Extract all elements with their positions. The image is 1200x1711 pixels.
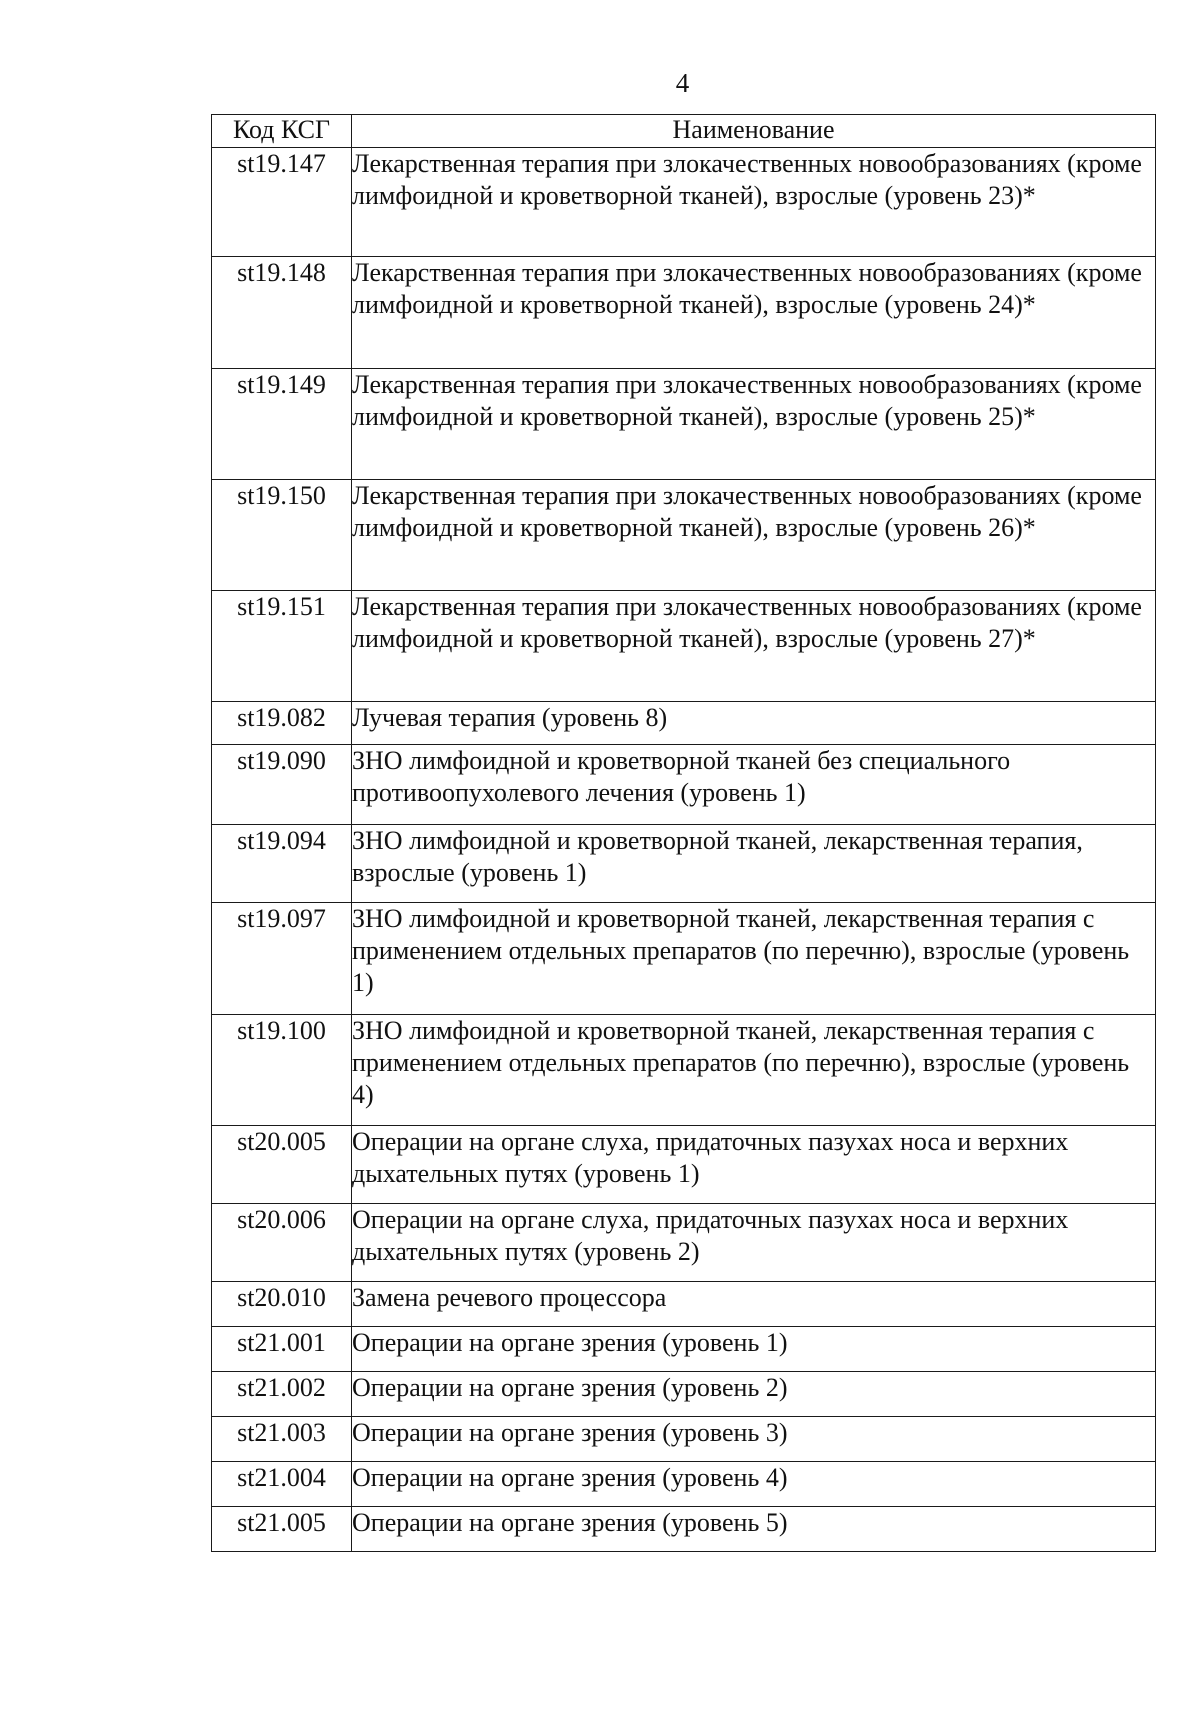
table-row	[212, 1282, 1156, 1327]
row-name: Лекарственная терапия при злокачественных новообразованиях (кроме лимфоидной и кроветворной тканей), взрослые (уровень 25)*	[352, 369, 1156, 480]
row-name: ЗНО лимфоидной и кроветворной тканей, лекарственная терапия, взрослые (уровень 1)	[352, 825, 1156, 903]
row-code: st20.005	[212, 1126, 352, 1204]
row-code: st21.002	[212, 1372, 352, 1417]
row-name: Операции на органе слуха, придаточных пазухах носа и верхних дыхательных путях (уровень 2)	[352, 1204, 1156, 1282]
table-row	[212, 1015, 1156, 1126]
table-header-row	[212, 115, 1156, 148]
row-code: st21.005	[212, 1507, 352, 1552]
ksg-table	[211, 114, 1156, 1552]
row-name: Операции на органе слуха, придаточных пазухах носа и верхних дыхательных путях (уровень 1)	[352, 1126, 1156, 1204]
row-code: st19.090	[212, 745, 352, 825]
table-row	[212, 1327, 1156, 1372]
row-name: Замена речевого процессора	[352, 1282, 1156, 1327]
table-row	[212, 903, 1156, 1015]
table-row	[212, 369, 1156, 480]
row-name: Операции на органе зрения (уровень 3)	[352, 1417, 1156, 1462]
row-name: Лекарственная терапия при злокачественных новообразованиях (кроме лимфоидной и кроветворной тканей), взрослые (уровень 26)*	[352, 480, 1156, 591]
table-row	[212, 745, 1156, 825]
row-name: Операции на органе зрения (уровень 2)	[352, 1372, 1156, 1417]
row-code: st19.149	[212, 369, 352, 480]
table-row	[212, 1126, 1156, 1204]
row-name: Лучевая терапия (уровень 8)	[352, 702, 1156, 745]
table-row	[212, 1204, 1156, 1282]
row-code: st20.010	[212, 1282, 352, 1327]
row-code: st21.004	[212, 1462, 352, 1507]
row-name: ЗНО лимфоидной и кроветворной тканей, лекарственная терапия с применением отдельных препаратов (по перечню), взрослые (уровень 1)	[352, 903, 1156, 1015]
row-code: st21.003	[212, 1417, 352, 1462]
row-name: Лекарственная терапия при злокачественных новообразованиях (кроме лимфоидной и кроветворной тканей), взрослые (уровень 24)*	[352, 257, 1156, 369]
page-number: 4	[675, 68, 690, 98]
table-row	[212, 1417, 1156, 1462]
table-row	[212, 825, 1156, 903]
row-code: st19.082	[212, 702, 352, 745]
table-row	[212, 702, 1156, 745]
row-code: st20.006	[212, 1204, 352, 1282]
header-code: Код КСГ	[212, 115, 352, 148]
row-name: ЗНО лимфоидной и кроветворной тканей, лекарственная терапия с применением отдельных препаратов (по перечню), взрослые (уровень 4)	[352, 1015, 1156, 1126]
row-name: Операции на органе зрения (уровень 4)	[352, 1462, 1156, 1507]
row-name: Операции на органе зрения (уровень 5)	[352, 1507, 1156, 1552]
row-name: ЗНО лимфоидной и кроветворной тканей без специального противоопухолевого лечения (уровень 1)	[352, 745, 1156, 825]
table-row	[212, 591, 1156, 702]
header-name: Наименование	[352, 115, 1156, 148]
row-code: st19.147	[212, 148, 352, 257]
table-row	[212, 257, 1156, 369]
row-code: st19.097	[212, 903, 352, 1015]
row-code: st19.094	[212, 825, 352, 903]
table-row	[212, 1462, 1156, 1507]
table-row	[212, 1507, 1156, 1552]
row-code: st19.151	[212, 591, 352, 702]
table-row	[212, 480, 1156, 591]
row-code: st21.001	[212, 1327, 352, 1372]
row-name: Операции на органе зрения (уровень 1)	[352, 1327, 1156, 1372]
table-row	[212, 148, 1156, 257]
row-name: Лекарственная терапия при злокачественных новообразованиях (кроме лимфоидной и кроветворной тканей), взрослые (уровень 27)*	[352, 591, 1156, 702]
row-name: Лекарственная терапия при злокачественных новообразованиях (кроме лимфоидной и кроветворной тканей), взрослые (уровень 23)*	[352, 148, 1156, 257]
row-code: st19.148	[212, 257, 352, 369]
row-code: st19.150	[212, 480, 352, 591]
table-row	[212, 1372, 1156, 1417]
row-code: st19.100	[212, 1015, 352, 1126]
